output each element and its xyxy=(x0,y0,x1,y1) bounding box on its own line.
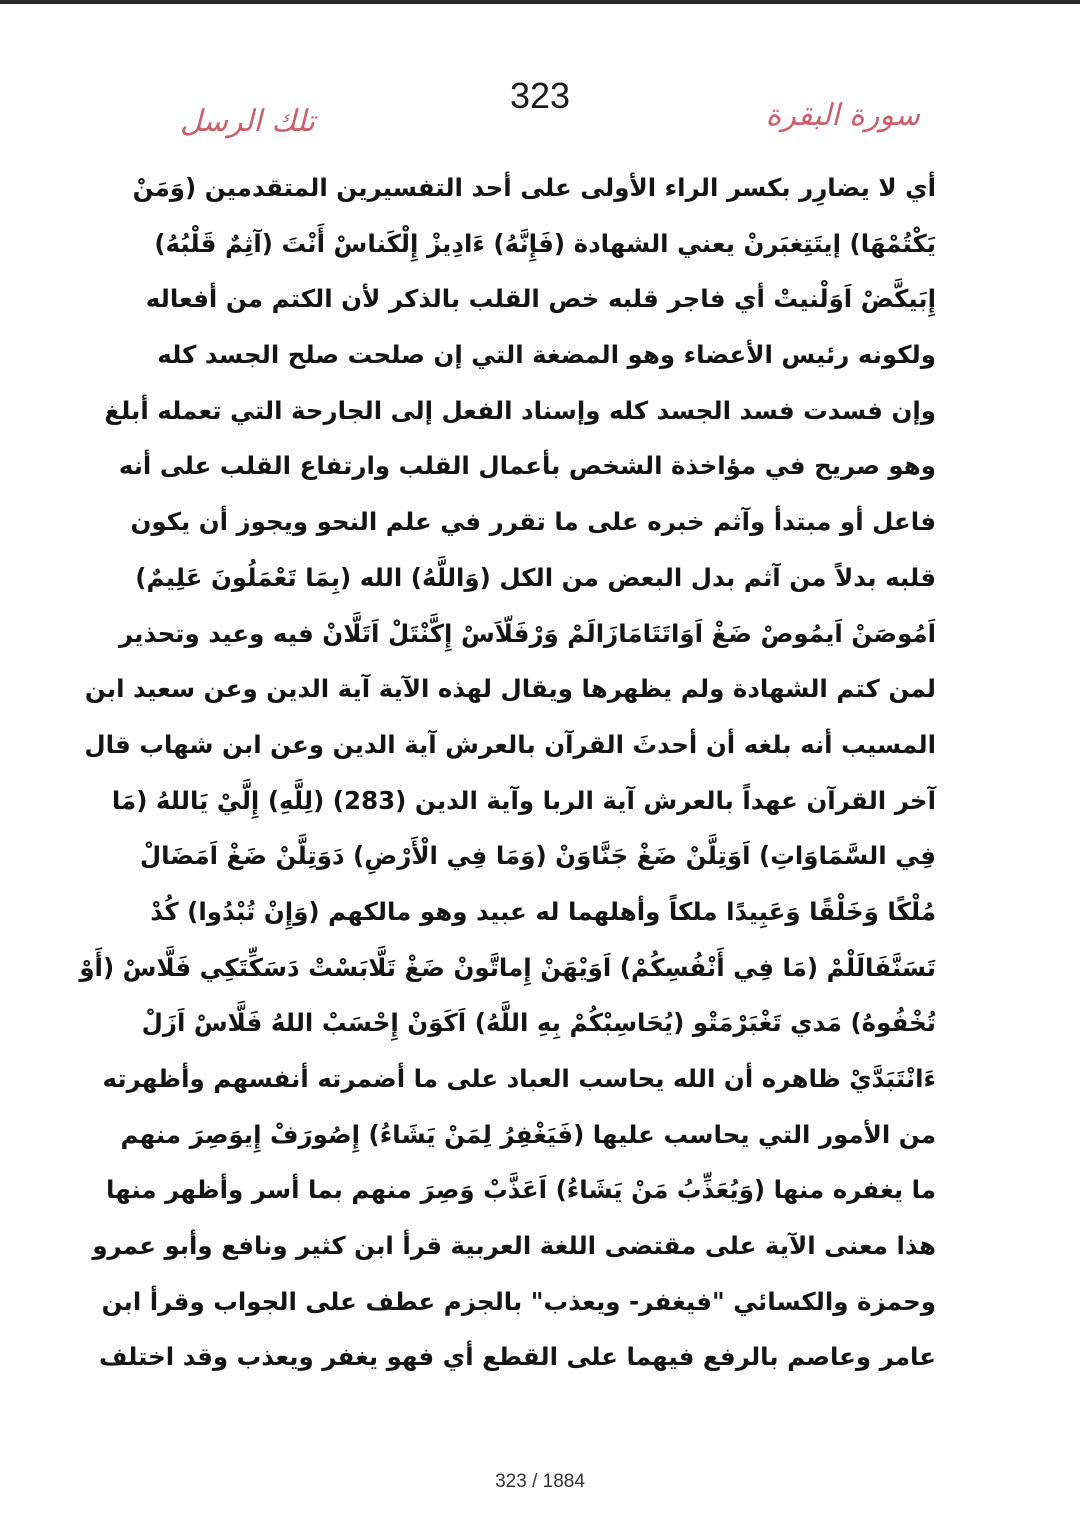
text-line: ءَانْتَبَدَّيْ ظاهره أن الله يحاسب العباد على ما أضمرته أنفسهم وأظهرته xyxy=(102,1064,936,1093)
text-line: تُخْفُوهُ) مَدي تَغْبَرْمَتْو (يُحَاسِبْكُمْ بِهِ اللَّهُ) اَكَوَنْ إِحْسَبْ اللهُ فَلَّاسْ اَزَلْ xyxy=(141,1008,936,1038)
text-line: فِي السَّمَاوَاتِ) اَوَتِلَّنْ ضَغْ جَنَّاوَنْ (وَمَا فِي الْأَرْضِ) دَوَتِلَّنْ ضَغْ اَمَضَالْ xyxy=(139,841,936,871)
text-line: اَمُوصَنْ اَيمُوصْ ضَغْ اَوَاتَتَامَازَالَمْ وَرْفَلّاَسْ إِكَّنْتَلْ اَتَلَّانْ فيه وعيد وتحذير xyxy=(119,618,936,648)
text-line: ولكونه رئيس الأعضاء وهو المضغة التي إن صلحت صلح الجسد كله xyxy=(157,340,936,370)
text-line: من الأمور التي يحاسب عليها (فَيَغْفِرُ لِمَنْ يَشَاءُ) إِصُورَفْ إِيوَصِرَ منهم xyxy=(120,1119,936,1149)
text-line: وإن فسدت فسد الجسد كله وإسناد الفعل إلى الجارحة التي تعمله أبلغ xyxy=(104,395,936,425)
surah-handwritten-note: سورة البقرة xyxy=(765,98,920,133)
text-line: وحمزة والكسائي "فيغفر- ويعذب" بالجزم عطف على الجواب وقرأ ابن xyxy=(101,1286,936,1316)
text-line: مُلْكًا وَخَلْقًا وَعَبِيدًا ملكاً وأهلهما له عبيد وهو مالكهم (وَإِنْ تُبْدُوا) كُدْ xyxy=(150,896,936,926)
text-line: فاعل أو مبتدأ وآثم خبره على ما تقرر في علم النحو ويجوز أن يكون xyxy=(130,507,936,537)
text-line: المسيب أنه بلغه أن أحدثَ القرآن بالعرش آية الدين وعن ابن شهاب قال xyxy=(84,729,936,759)
text-line: لمن كتم الشهادة ولم يظهرها ويقال لهذه الآية آية الدين وعن سعيد ابن xyxy=(84,674,936,704)
text-line: عامر وعاصم بالرفع فيهما على القطع أي فهو يغفر ويعذب وقد اختلف xyxy=(98,1342,936,1372)
text-line: يَكْتُمْهَا) إيتَتِغبَرنْ يعني الشهادة (فَإِنَّهُ) ءَادِيزْ إِلْكَناسْ أَنْتَ (آثِمٌ قَلْبُهُ) xyxy=(154,228,936,258)
text-line: قلبه بدلاً من آثم بدل البعض من الكل (وَاللَّهُ) الله (بِمَا تَعْمَلُونَ عَلِيمٌ) xyxy=(135,562,936,592)
text-line: آخر القرآن عهداً بالعرش آية الربا وآية الدين (283) (لِلَّهِ) إِلَّيْ يَاللهُ (مَا xyxy=(111,785,936,815)
text-line: ما يغفره منها (وَيُعَذِّبُ مَنْ يَشَاءُ) اَعَذَّبْ وَصِرَ منهم بما أسر وأظهر منها xyxy=(106,1175,936,1205)
text-line: إِبَيكَّضْ اَوَلْنيتْ أي فاجر قلبه خص القلب بالذكر لأن الكتم من أفعاله xyxy=(145,284,936,314)
tafsir-body xyxy=(79,160,936,1385)
scan-top-edge xyxy=(0,0,1080,4)
text-line: هذا معنى الآية على مقتضى اللغة العربية قرأ ابن كثير ونافع وأبو عمرو xyxy=(92,1231,936,1261)
juz-handwritten-note: تلك الرسل xyxy=(180,104,315,139)
page-indicator: 323 / 1884 xyxy=(495,1471,585,1492)
text-line: تَسَنَّفَالَلْمْ (مَا فِي أَنْفُسِكُمْ) اَوَيْهَنْ إِماتَّونْ ضَغْ تَلَّابَسْتْ دَسَكِّتَكِي فَلَّاسْ (أَوْ xyxy=(79,952,936,982)
text-line: وهو صريح في مؤاخذة الشخص بأعمال القلب وارتفاع القلب على أنه xyxy=(118,451,936,481)
page-number: 323 xyxy=(509,75,571,116)
text-line: أي لا يضارِر بكسر الراء الأولى على أحد التفسيرين المتقدمين (وَمَنْ xyxy=(132,173,936,202)
